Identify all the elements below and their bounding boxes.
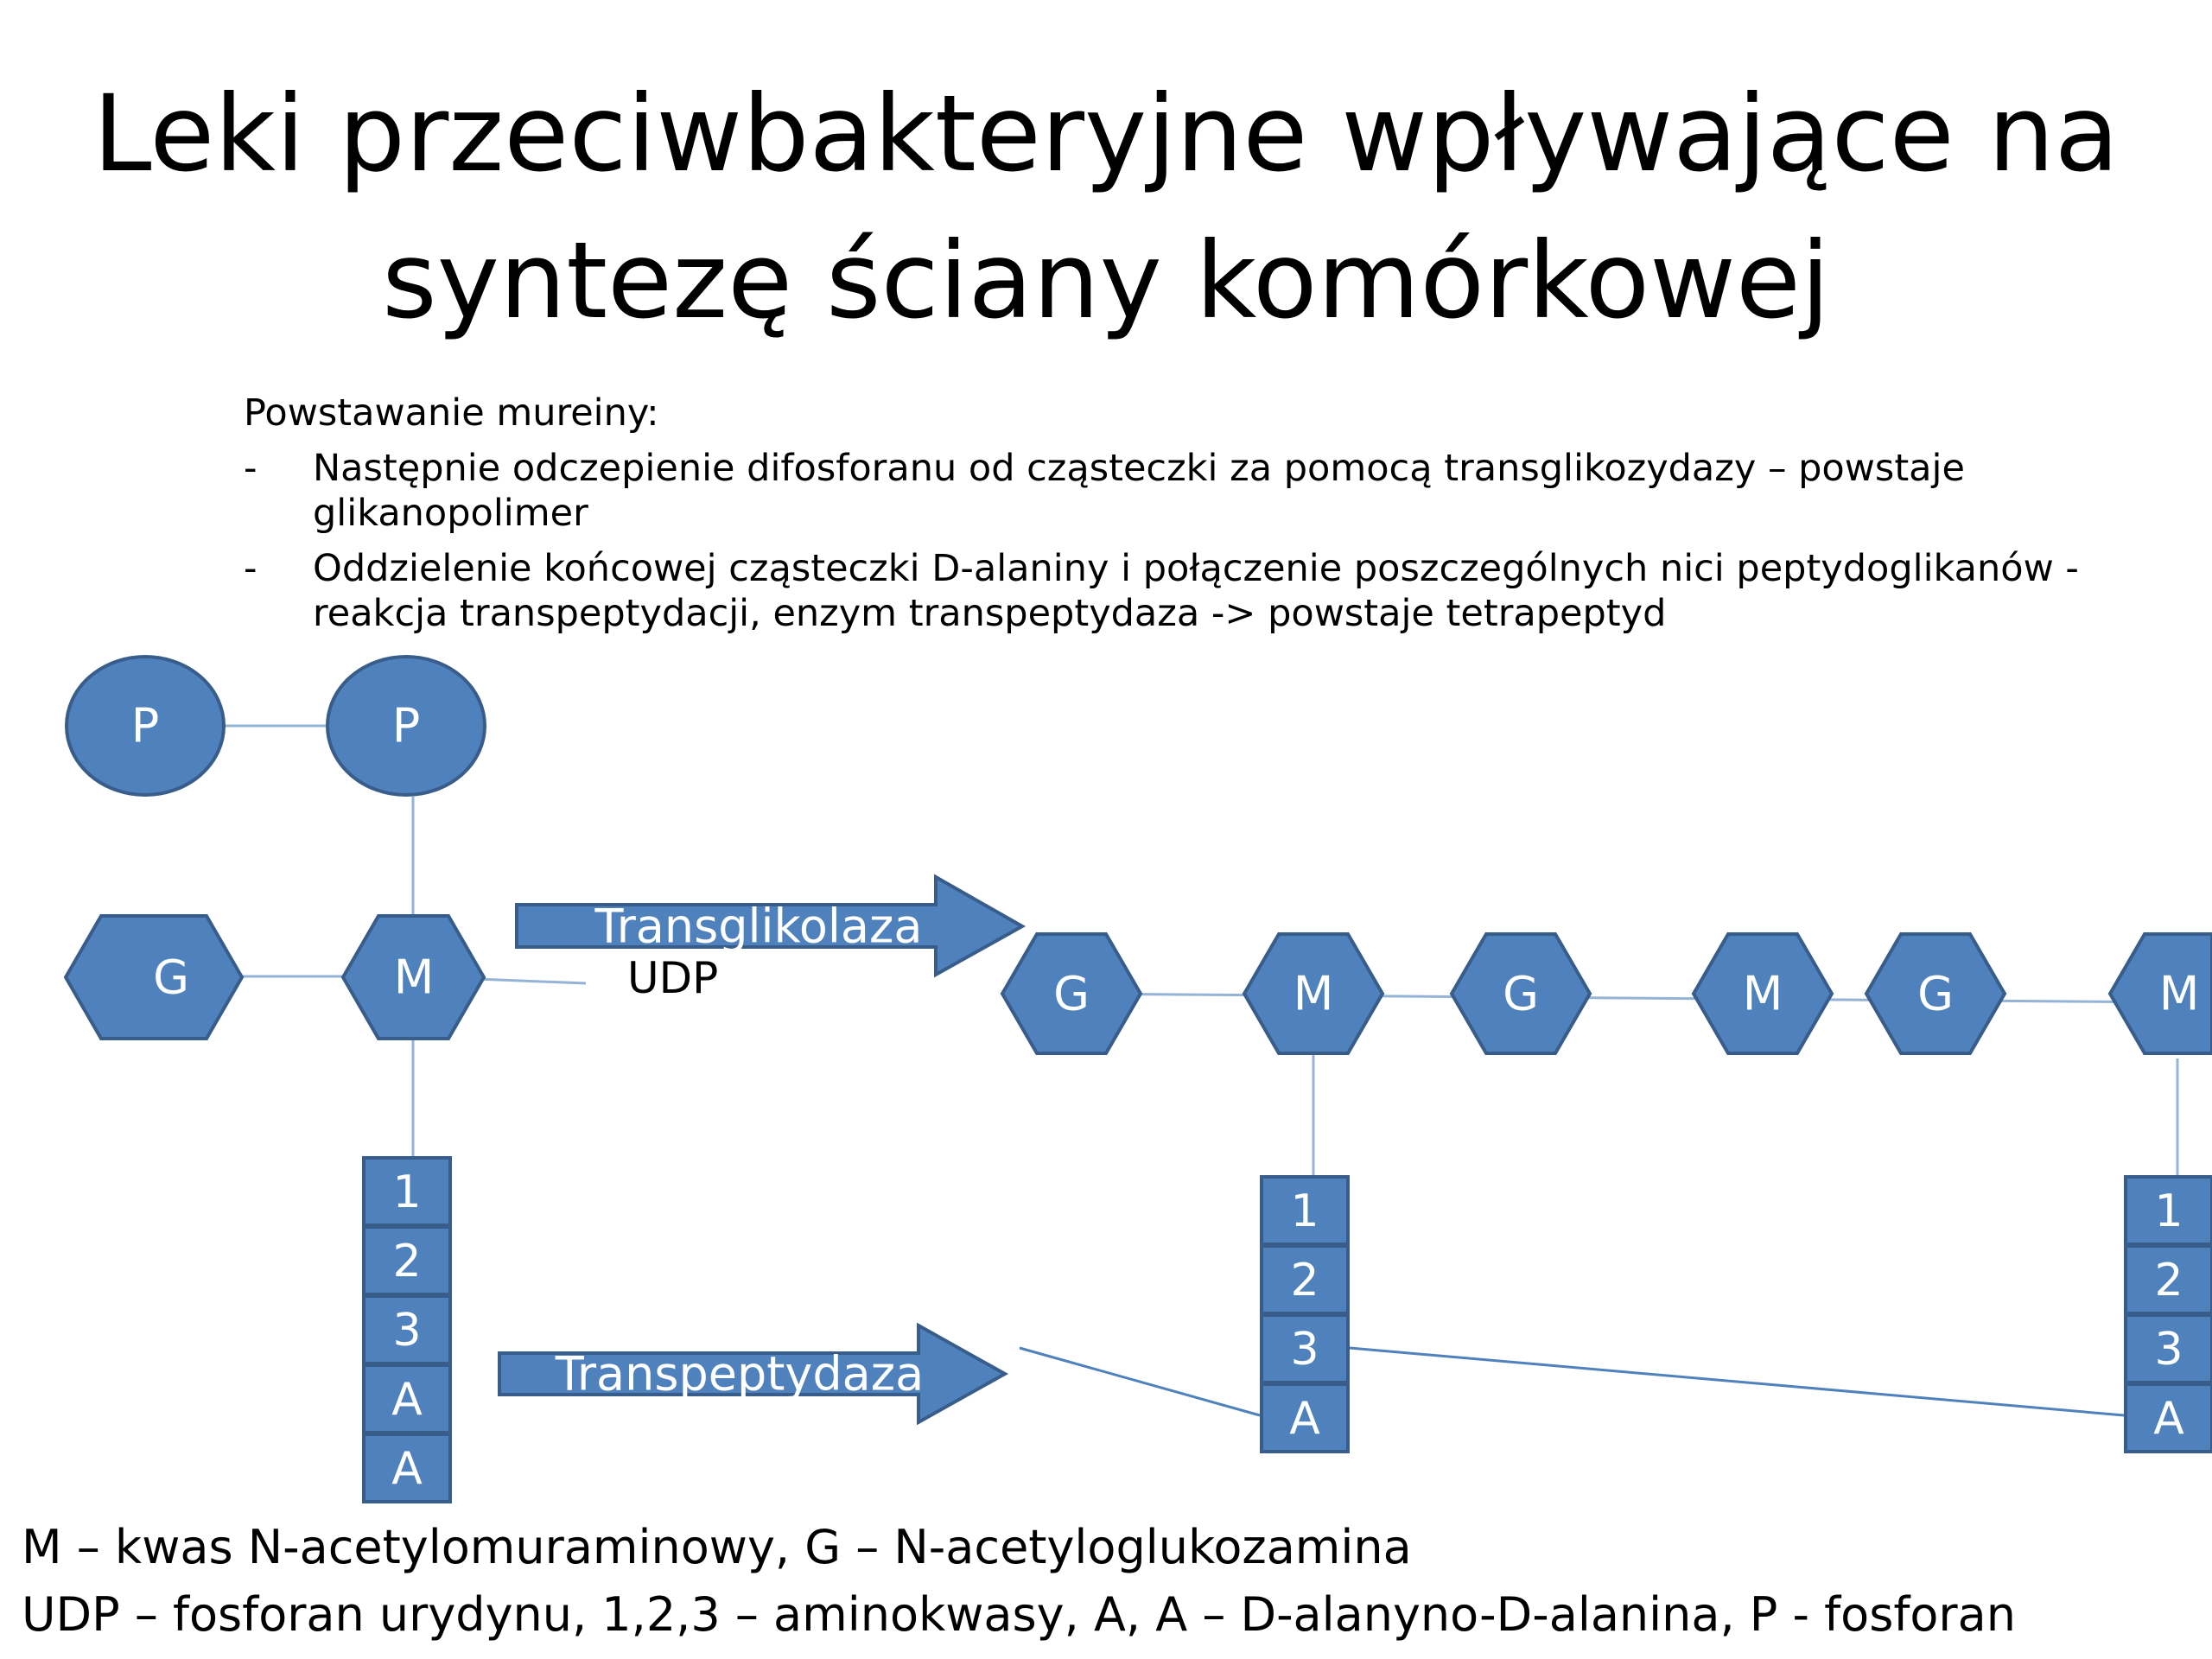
hexagon-g-initial (66, 916, 242, 1039)
svg-text:M: M (1742, 966, 1783, 1021)
bullet-text: Następnie odczepienie difosforanu od cząsteczki za pomocą transglikozydazy – powstaje glikanopolimer (313, 447, 1965, 535)
svg-text:1: 1 (1290, 1185, 1319, 1237)
peptide-box (364, 1365, 450, 1433)
crosslink-peptide-bridge (1350, 1348, 2124, 1415)
svg-text:1: 1 (2154, 1185, 2183, 1237)
polymer-hexagon-m (2110, 934, 2212, 1053)
phosphate-p-2 (327, 657, 485, 795)
polymer-hexagon-g (1002, 934, 1141, 1053)
crosslink-incoming (1020, 1348, 1260, 1415)
svg-text:M: M (393, 950, 435, 1005)
peptide-box (364, 1434, 450, 1502)
phosphate-p-1 (67, 657, 224, 795)
svg-text:2: 2 (2154, 1255, 2183, 1306)
intro-heading: Powstawanie mureiny: (244, 391, 659, 435)
title-line-1: Leki przeciwbakteryjne wpływające na (92, 73, 2120, 195)
svg-text:M: M (2158, 966, 2200, 1021)
svg-text:2: 2 (392, 1236, 422, 1287)
tetrapeptide-left (1262, 1177, 1348, 1452)
legend-line-2: UDP – fosforan urydynu, 1,2,3 – aminokwasy, A, A – D-alanyno-D-alanina, P - fosforan (22, 1587, 2016, 1642)
svg-text:P: P (130, 698, 160, 753)
connector-polymer-backbone (1071, 994, 2176, 1002)
udp-label: UDP (627, 953, 719, 1003)
svg-text:A: A (391, 1374, 423, 1426)
svg-text:3: 3 (1290, 1324, 1319, 1376)
svg-text:G: G (1917, 966, 1954, 1021)
svg-text:G: G (153, 950, 189, 1005)
peptide-box (1262, 1315, 1348, 1382)
peptide-box (364, 1227, 450, 1294)
peptide-box (2126, 1384, 2212, 1452)
polymer-hexagon-g (1866, 934, 2005, 1053)
peptide-box (364, 1158, 450, 1225)
bullet-dash: - (244, 447, 257, 490)
peptide-box (2126, 1246, 2212, 1313)
legend (22, 1514, 2199, 1649)
peptide-box (1262, 1384, 1348, 1452)
hexagon-m-initial (343, 916, 484, 1039)
polymer-hexagon-m (1244, 934, 1382, 1053)
polymer-hexagon-m (1694, 934, 1832, 1053)
svg-text:2: 2 (1290, 1255, 1319, 1306)
svg-text:3: 3 (392, 1305, 422, 1357)
svg-text:G: G (1053, 966, 1090, 1021)
legend-line-1: M – kwas N-acetylomuraminowy, G – N-acetyloglukozamina (22, 1520, 1412, 1574)
tetrapeptide-right (2126, 1177, 2212, 1452)
transglycosylation-arrow (517, 877, 1022, 975)
bullet-text: Oddzielenie końcowej cząsteczki D-alaniny i połączenie poszczególnych nici peptydoglikanów - reakcja transpeptydacji, enzym transpeptydaza -> powstaje tetrapeptyd (313, 547, 2079, 635)
peptide-box (1262, 1177, 1348, 1244)
svg-text:G: G (1503, 966, 1539, 1021)
transpeptidation-arrow (499, 1325, 1005, 1422)
title-line-2: syntezę ściany komórkowej (382, 219, 1830, 342)
arrow-label-transglikolaza: Transglikolaza (594, 899, 923, 954)
svg-text:A: A (391, 1443, 423, 1495)
svg-text:M: M (1293, 966, 1334, 1021)
initial-peptide-stack (364, 1158, 450, 1502)
svg-text:1: 1 (392, 1166, 422, 1218)
svg-text:3: 3 (2154, 1324, 2183, 1376)
svg-text:A: A (2153, 1393, 2184, 1445)
peptide-box (2126, 1177, 2212, 1244)
polymer-hexagon-g (1452, 934, 1590, 1053)
svg-text:P: P (391, 698, 421, 753)
arrow-label-transpeptydaza: Transpeptydaza (555, 1346, 925, 1402)
svg-text:A: A (1289, 1393, 1320, 1445)
bullet-dash: - (244, 547, 257, 590)
peptide-box (1262, 1246, 1348, 1313)
peptide-box (364, 1296, 450, 1363)
peptide-box (2126, 1315, 2212, 1382)
